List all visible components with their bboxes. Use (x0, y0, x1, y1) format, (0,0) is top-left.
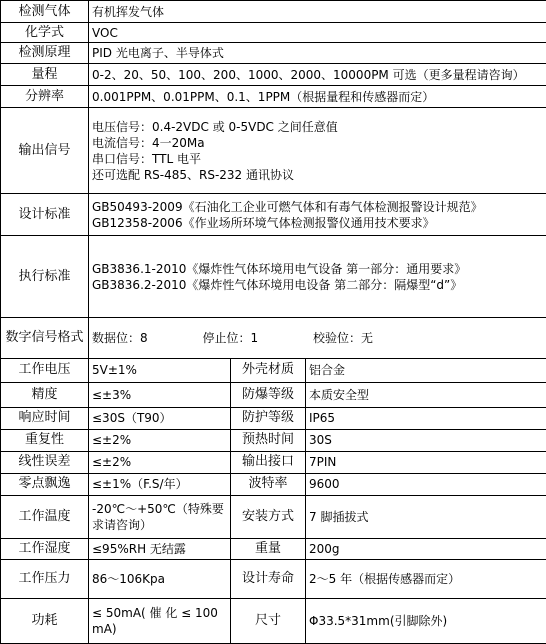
value-explosion-grade: 本质安全型 (306, 382, 546, 407)
exec-line-1: GB3836.1-2010《爆炸性气体环境用电气设备 第一部分：通用要求》 (92, 261, 467, 276)
digital-check-bits: 校验位：无 (313, 330, 374, 345)
row-pressure (1, 559, 546, 598)
label-weight: 重量 (231, 538, 306, 559)
label-mounting: 安装方式 (231, 495, 306, 538)
value-response: ≤30S（T90） (89, 407, 231, 429)
value-voltage: 5V±1% (89, 358, 231, 382)
row-power (1, 598, 546, 643)
value-zero-drift: ≤±1%（F.S/年） (89, 473, 231, 495)
value-exec (89, 236, 546, 318)
row-zero-drift (1, 473, 546, 495)
value-design (89, 194, 546, 236)
row-digital (1, 318, 546, 358)
output-line-voltage: 电压信号：0.4-2VDC 或 0-5VDC 之间任意值 (92, 119, 338, 134)
design-line-1: GB50493-2009《石油化工企业可燃气体和有毒气体检测报警设计规范》 (92, 199, 483, 214)
exec-line-2: GB3836.2-2010《爆炸性气体环境用电设备 第二部分：隔爆型“d”》 (92, 277, 463, 292)
value-principle: PID 光电离子、半导体式 (89, 43, 546, 64)
value-formula: VOC (89, 23, 546, 43)
value-mounting: 7 脚插拔式 (306, 495, 546, 538)
label-gas: 检测气体 (1, 1, 89, 23)
value-accuracy: ≤±3% (89, 382, 231, 407)
value-pressure: 86～106Kpa (89, 559, 231, 598)
value-range: 0-2、20、50、100、200、1000、2000、10000PM 可选（更多量程请咨询） (89, 64, 546, 86)
output-line-protocol: 还可选配 RS-485、RS-232 通讯协议 (92, 167, 295, 182)
row-resolution (1, 86, 546, 108)
digital-data-bits: 数据位：8 (92, 330, 148, 345)
digital-stop-bits: 停止位：1 (202, 330, 259, 345)
value-housing: 铝合金 (306, 358, 546, 382)
label-exec: 执行标准 (1, 236, 89, 318)
value-repeatability: ≤±2% (89, 429, 231, 451)
label-design: 设计标准 (1, 194, 89, 236)
label-explosion-grade: 防爆等级 (231, 382, 306, 407)
label-pressure: 工作压力 (1, 559, 89, 598)
design-line-2: GB12358-2006《作业场所环境气体检测报警仪通用技术要求》 (92, 215, 435, 230)
label-digital: 数字信号格式 (1, 318, 89, 358)
label-principle: 检测原理 (1, 43, 89, 64)
label-repeatability: 重复性 (1, 429, 89, 451)
label-humidity: 工作湿度 (1, 538, 89, 559)
row-formula (1, 23, 546, 43)
label-accuracy: 精度 (1, 382, 89, 407)
row-range (1, 64, 546, 86)
label-zero-drift: 零点飘逸 (1, 473, 89, 495)
value-temperature: -20℃～+50℃（特殊要求请咨询） (89, 495, 231, 538)
row-design (1, 194, 546, 236)
label-resolution: 分辨率 (1, 86, 89, 108)
value-digital (89, 318, 546, 358)
label-temperature: 工作温度 (1, 495, 89, 538)
value-lifetime: 2～5 年（根据传感器而定） (306, 559, 546, 598)
value-interface: 7PIN (306, 451, 546, 473)
row-linearity (1, 451, 546, 473)
row-response (1, 407, 546, 429)
value-linearity: ≤±2% (89, 451, 231, 473)
row-voltage (1, 358, 546, 382)
row-output (1, 108, 546, 194)
label-linearity: 线性误差 (1, 451, 89, 473)
label-baud-rate: 波特率 (231, 473, 306, 495)
value-size: Φ33.5*31mm(引脚除外) (306, 598, 546, 643)
value-protection: IP65 (306, 407, 546, 429)
label-interface: 输出接口 (231, 451, 306, 473)
output-line-current: 电流信号：4一20Ma (92, 135, 205, 150)
label-output: 输出信号 (1, 108, 89, 194)
label-size: 尺寸 (231, 598, 306, 643)
value-weight: 200g (306, 538, 546, 559)
label-lifetime: 设计寿命 (231, 559, 306, 598)
value-resolution: 0.001PPM、0.01PPM、0.1、1PPM（根据量程和传感器而定） (89, 86, 546, 108)
row-temperature (1, 495, 546, 538)
row-repeatability (1, 429, 546, 451)
label-response: 响应时间 (1, 407, 89, 429)
value-preheat: 30S (306, 429, 546, 451)
label-voltage: 工作电压 (1, 358, 89, 382)
value-output (89, 108, 546, 194)
label-preheat: 预热时间 (231, 429, 306, 451)
value-gas: 有机挥发气体 (89, 1, 546, 23)
row-accuracy (1, 382, 546, 407)
row-exec (1, 236, 546, 318)
row-humidity (1, 538, 546, 559)
row-principle (1, 43, 546, 64)
value-baud-rate: 9600 (306, 473, 546, 495)
output-line-serial: 串口信号：TTL 电平 (92, 151, 201, 166)
label-range: 量程 (1, 64, 89, 86)
label-power: 功耗 (1, 598, 89, 643)
value-power: ≤ 50mA( 催 化 ≤ 100mA) (89, 598, 231, 643)
label-protection: 防护等级 (231, 407, 306, 429)
value-humidity: ≤95%RH 无结露 (89, 538, 231, 559)
label-formula: 化学式 (1, 23, 89, 43)
row-gas (1, 1, 546, 23)
label-housing: 外壳材质 (231, 358, 306, 382)
